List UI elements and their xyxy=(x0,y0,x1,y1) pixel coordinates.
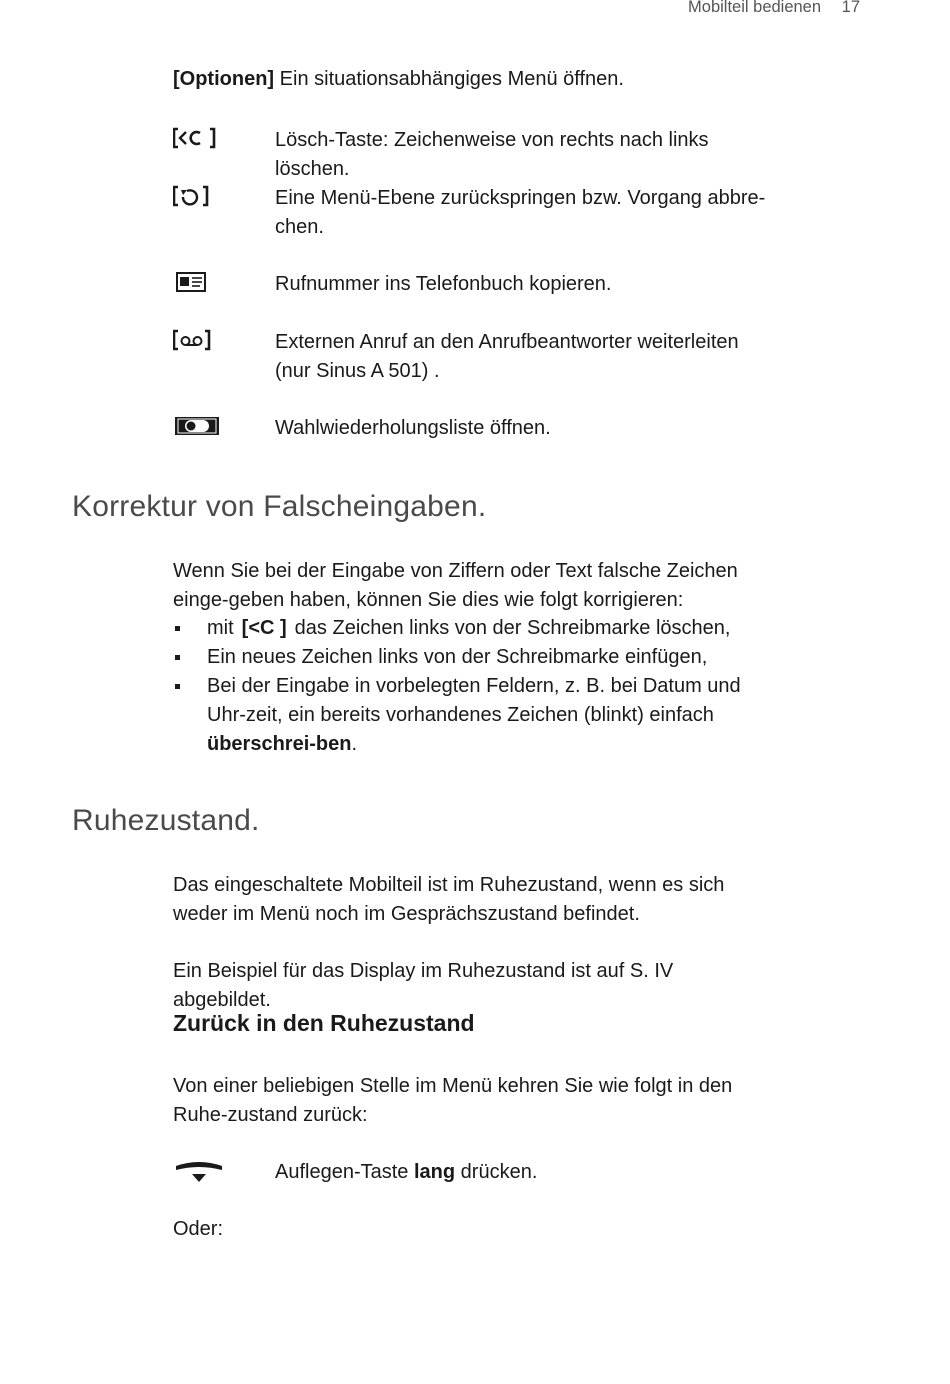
optionen-key-label: [Optionen] xyxy=(173,68,275,90)
bullet-marker xyxy=(175,684,180,689)
answering-machine-icon xyxy=(173,328,211,352)
korrektur-bullet-list xyxy=(173,614,773,759)
korrektur-intro: Wenn Sie bei der Eingabe von Ziffern oder Text falsche Zeichen einge-geben haben, können Sie dies wie folgt korrigieren: xyxy=(173,560,738,611)
optionen-description: Ein situationsabhängiges Menü öffnen. xyxy=(279,68,624,90)
list-item xyxy=(173,643,773,672)
oder-label: Oder: xyxy=(173,1218,224,1240)
korrektur-heading: Korrektur von Falscheingaben. xyxy=(72,490,487,523)
hangup-text-post: drücken. xyxy=(460,1161,538,1183)
ruhezustand-para-3: Von einer beliebigen Stelle im Menü kehren Sie wie folgt in den Ruhe-zustand zurück: xyxy=(173,1075,733,1126)
phonebook-copy-description: Rufnummer ins Telefonbuch kopieren. xyxy=(275,273,612,295)
optionen-row xyxy=(173,68,624,91)
page-header xyxy=(688,0,860,17)
answering-machine-description: Externen Anruf an den Anrufbeantworter weiterleiten (nur Sinus A 501) . xyxy=(275,331,739,382)
redial-list-description: Wahlwiederholungsliste öffnen. xyxy=(275,417,551,439)
bullet-3-bold: überschrei-ben xyxy=(207,733,352,755)
ruhezustand-para-1: Das eingeschaltete Mobilteil ist im Ruhezustand, wenn es sich weder im Menü noch im Gesprächszustand befindet. xyxy=(173,874,725,925)
back-key-icon xyxy=(173,184,209,208)
hangup-description xyxy=(275,1158,775,1187)
bullet-1-text: das Zeichen links von der Schreibmarke löschen, xyxy=(294,617,731,639)
header-section-title: Mobilteil bedienen xyxy=(688,0,822,16)
bullet-3-end: . xyxy=(351,733,358,755)
ruhezustand-para-2: Ein Beispiel für das Display im Ruhezustand ist auf S. IV abgebildet. xyxy=(173,960,674,1011)
bullet-1-prefix: mit xyxy=(207,617,234,639)
zurueck-subheading: Zurück in den Ruhezustand xyxy=(173,1010,475,1036)
delete-key-icon xyxy=(173,126,217,150)
delete-key-description: Lösch-Taste: Zeichenweise von rechts nach links löschen. xyxy=(275,129,709,180)
hangup-text-bold: lang xyxy=(413,1161,456,1183)
bullet-3-text: Bei der Eingabe in vorbelegten Feldern, z. B. bei Datum und Uhr-zeit, ein bereits vorhandenes Zeichen (blinkt) einfach xyxy=(207,675,741,726)
ruhezustand-heading: Ruhezustand. xyxy=(72,804,260,837)
bullet-2-text: Ein neues Zeichen links von der Schreibmarke einfügen, xyxy=(207,646,708,668)
list-item xyxy=(173,614,773,643)
redial-list-icon xyxy=(173,414,221,438)
list-item xyxy=(173,672,773,759)
bullet-marker xyxy=(175,626,180,631)
delete-key-inline: [<C ] xyxy=(241,617,287,639)
hangup-key-icon xyxy=(173,1158,225,1186)
hangup-text-pre: Auflegen-Taste xyxy=(275,1161,409,1183)
page-number: 17 xyxy=(841,0,860,16)
back-key-description: Eine Menü-Ebene zurückspringen bzw. Vorgang abbre-chen. xyxy=(275,187,766,238)
phonebook-copy-icon xyxy=(173,270,209,294)
bullet-marker xyxy=(175,655,180,660)
